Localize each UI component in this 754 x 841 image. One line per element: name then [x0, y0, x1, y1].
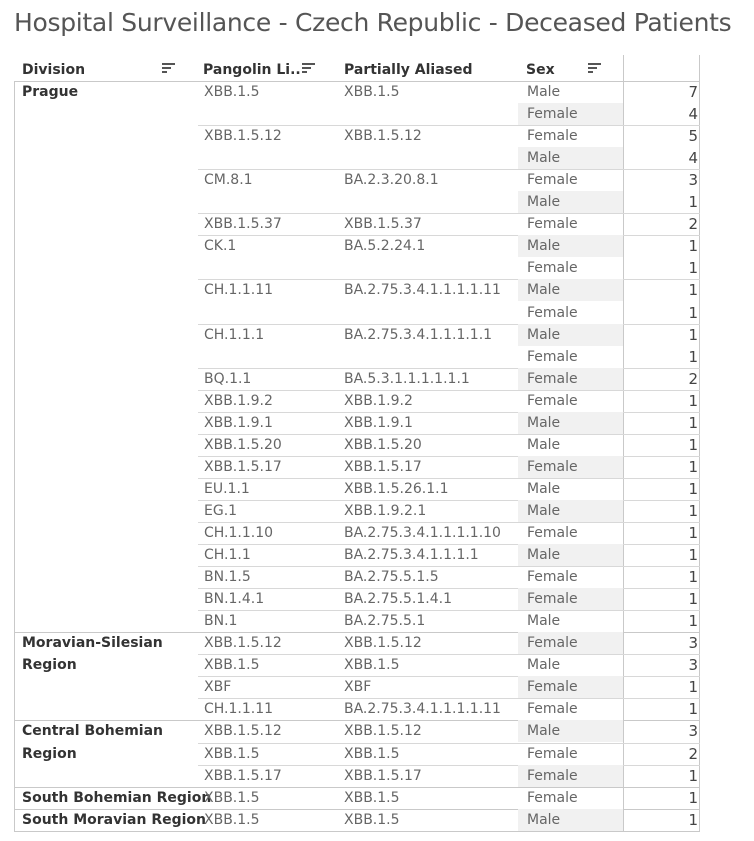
pangolin-lineage-cell: XBB.1.9.2: [204, 392, 273, 409]
partially-aliased-cell: XBB.1.5: [344, 84, 400, 100]
sex-cell: Female: [527, 392, 578, 409]
division-label: Central Bohemian: [22, 723, 164, 740]
sex-cell: Female: [527, 172, 578, 189]
count-value: 1: [688, 435, 698, 454]
table-row: [0, 279, 754, 301]
sex-cell: Female: [527, 745, 578, 762]
table-row: [0, 765, 754, 787]
count-value: 1: [688, 303, 698, 322]
table-row: [0, 632, 754, 654]
column-header-pangolin[interactable]: Pangolin Li..: [203, 62, 301, 78]
partially-aliased-cell: BA.2.75.3.4.1.1.1.1.11: [344, 282, 501, 299]
sex-cell: Female: [527, 635, 578, 652]
division-label: South Bohemian Region: [22, 789, 212, 806]
table-row: [0, 743, 754, 765]
partially-aliased-cell: BA.2.75.5.1.5: [344, 569, 439, 586]
count-value: 1: [688, 413, 698, 432]
sex-cell: Female: [527, 679, 578, 696]
partially-aliased-cell: BA.2.75.3.4.1.1.1.1.1: [344, 326, 493, 343]
table-row: [0, 346, 754, 368]
table-row: [0, 257, 754, 279]
count-value: 1: [688, 457, 698, 476]
table-row: [0, 213, 754, 235]
pangolin-lineage-cell: CM.8.1: [204, 172, 253, 189]
sex-cell: Male: [527, 657, 561, 674]
partially-aliased-cell: XBB.1.5: [344, 811, 400, 828]
count-value: 1: [688, 568, 698, 587]
pangolin-lineage-cell: XBB.1.5.12: [204, 635, 282, 652]
division-divider: [14, 831, 700, 832]
sex-cell: Female: [527, 767, 578, 784]
pangolin-lineage-cell: BN.1: [204, 613, 238, 630]
sex-cell: Male: [527, 613, 561, 630]
division-label: Moravian-Silesian: [22, 635, 163, 652]
partially-aliased-cell: XBB.1.5.12: [344, 635, 422, 652]
sex-cell: Male: [527, 414, 561, 431]
count-value: 1: [688, 810, 698, 829]
partially-aliased-cell: BA.2.75.3.4.1.1.1.1.11: [344, 701, 501, 718]
partially-aliased-cell: XBB.1.5.17: [344, 767, 422, 784]
sex-cell: Female: [527, 525, 578, 541]
table-row: [0, 720, 754, 742]
pangolin-lineage-cell: EG.1: [204, 502, 238, 519]
sex-cell: Female: [527, 569, 578, 586]
sex-cell: Female: [527, 106, 578, 123]
sex-cell: Female: [527, 458, 578, 475]
partially-aliased-cell: XBB.1.5: [344, 745, 400, 762]
partially-aliased-cell: XBB.1.5.12: [344, 723, 422, 740]
table-row: [0, 588, 754, 610]
partially-aliased-cell: XBB.1.9.2.1: [344, 502, 427, 519]
partially-aliased-cell: XBF: [344, 679, 372, 696]
sex-cell: Female: [527, 304, 578, 321]
count-value: 1: [688, 590, 698, 609]
sex-cell: Male: [527, 282, 561, 299]
pangolin-lineage-cell: CH.1.1.1: [204, 326, 265, 343]
table-row: [0, 456, 754, 478]
count-value: 1: [688, 281, 698, 300]
partially-aliased-cell: BA.2.75.3.4.1.1.1.1: [344, 547, 479, 564]
sex-cell: Male: [527, 502, 561, 519]
count-value: 3: [688, 171, 698, 190]
sex-cell: Female: [527, 701, 578, 718]
partially-aliased-cell: BA.5.3.1.1.1.1.1.1: [344, 370, 470, 387]
partially-aliased-cell: BA.2.75.5.1: [344, 613, 426, 630]
count-value: 3: [688, 634, 698, 653]
table-row: [0, 302, 754, 324]
column-header-sex[interactable]: Sex: [526, 62, 555, 78]
partially-aliased-cell: XBB.1.5.20: [344, 436, 422, 453]
partially-aliased-cell: BA.5.2.24.1: [344, 238, 426, 255]
table-row: [0, 522, 754, 544]
pangolin-lineage-cell: XBB.1.5: [204, 789, 260, 806]
column-header-aliased[interactable]: Partially Aliased: [344, 62, 473, 78]
sex-cell: Male: [527, 84, 561, 100]
sex-cell: Female: [527, 216, 578, 233]
count-value: 3: [688, 656, 698, 675]
table-row: [0, 500, 754, 522]
table-row: [0, 235, 754, 257]
table-row: [0, 147, 754, 169]
table-row: [0, 478, 754, 500]
count-value: 1: [688, 766, 698, 785]
sex-cell: Male: [527, 150, 561, 167]
partially-aliased-cell: BA.2.3.20.8.1: [344, 172, 439, 189]
sex-cell: Female: [527, 348, 578, 365]
pangolin-lineage-cell: XBB.1.5.12: [204, 723, 282, 740]
table-row: [0, 125, 754, 147]
pangolin-lineage-cell: XBB.1.9.1: [204, 414, 273, 431]
pangolin-lineage-cell: BN.1.5: [204, 569, 251, 586]
table-row: [0, 809, 754, 831]
table-row: [0, 610, 754, 632]
count-value: 1: [688, 479, 698, 498]
count-value: 1: [688, 612, 698, 631]
pangolin-lineage-cell: XBB.1.5.20: [204, 436, 282, 453]
table-row: [0, 191, 754, 213]
table-row: [0, 566, 754, 588]
partially-aliased-cell: XBB.1.5: [344, 657, 400, 674]
count-value: 1: [688, 546, 698, 565]
count-value: 1: [688, 678, 698, 697]
pangolin-lineage-cell: EU.1.1: [204, 480, 250, 497]
partially-aliased-cell: XBB.1.9.2: [344, 392, 413, 409]
count-value: 1: [688, 325, 698, 344]
count-value: 7: [688, 83, 698, 101]
sex-cell: Male: [527, 723, 561, 740]
count-value: 1: [688, 700, 698, 719]
pangolin-lineage-cell: XBB.1.5: [204, 811, 260, 828]
division-label: Prague: [22, 84, 79, 100]
table-row: [0, 698, 754, 720]
table-row: [0, 544, 754, 566]
pangolin-lineage-cell: XBB.1.5.17: [204, 458, 282, 475]
count-value: 3: [688, 722, 698, 741]
pangolin-lineage-cell: CH.1.1.11: [204, 701, 274, 718]
table-row: [0, 390, 754, 412]
table-row: [0, 169, 754, 191]
division-label: South Moravian Region: [22, 811, 206, 828]
partially-aliased-cell: BA.2.75.5.1.4.1: [344, 591, 452, 608]
count-value: 1: [688, 524, 698, 542]
table-row: [0, 324, 754, 346]
table-row: [0, 676, 754, 698]
count-value: 2: [688, 744, 698, 763]
pangolin-lineage-cell: CH.1.1: [204, 547, 251, 564]
sex-cell: Female: [527, 128, 578, 145]
count-value: 1: [688, 391, 698, 410]
count-value: 1: [688, 347, 698, 366]
count-value: 1: [688, 501, 698, 520]
sex-cell: Male: [527, 547, 561, 564]
partially-aliased-cell: XBB.1.5.17: [344, 458, 422, 475]
table-row: [0, 654, 754, 676]
page-title: Hospital Surveillance - Czech Republic - Deceased Patients: [14, 8, 732, 37]
pangolin-lineage-cell: XBF: [204, 679, 232, 696]
table-row: [0, 103, 754, 125]
pangolin-lineage-cell: XBB.1.5.17: [204, 767, 282, 784]
sex-cell: Female: [527, 591, 578, 608]
partially-aliased-cell: XBB.1.5: [344, 789, 400, 806]
sex-cell: Male: [527, 326, 561, 343]
partially-aliased-cell: XBB.1.5.37: [344, 216, 422, 233]
pangolin-lineage-cell: BN.1.4.1: [204, 591, 265, 608]
pangolin-lineage-cell: BQ.1.1: [204, 370, 252, 387]
count-value: 4: [688, 105, 698, 124]
count-value: 2: [688, 369, 698, 388]
table-row: [0, 412, 754, 434]
table-row: [0, 81, 754, 103]
count-value: 2: [688, 215, 698, 234]
sex-cell: Female: [527, 260, 578, 277]
sex-cell: Female: [527, 789, 578, 806]
sex-cell: Male: [527, 436, 561, 453]
pangolin-lineage-cell: XBB.1.5.12: [204, 128, 282, 145]
partially-aliased-cell: XBB.1.5.26.1.1: [344, 480, 449, 497]
count-value: 4: [688, 149, 698, 168]
pangolin-lineage-cell: CK.1: [204, 238, 237, 255]
sex-cell: Male: [527, 194, 561, 211]
pangolin-lineage-cell: XBB.1.5: [204, 657, 260, 674]
table-row: [0, 787, 754, 809]
partially-aliased-cell: BA.2.75.3.4.1.1.1.1.10: [344, 525, 501, 541]
pangolin-lineage-cell: CH.1.1.11: [204, 282, 274, 299]
division-label: Region: [22, 657, 77, 674]
sex-cell: Male: [527, 480, 561, 497]
pangolin-lineage-cell: XBB.1.5: [204, 745, 260, 762]
count-value: 1: [688, 237, 698, 256]
table-row: [0, 368, 754, 390]
pangolin-lineage-cell: XBB.1.5.37: [204, 216, 282, 233]
sex-cell: Male: [527, 238, 561, 255]
sex-cell: Female: [527, 370, 578, 387]
column-header-division[interactable]: Division: [22, 62, 86, 78]
division-label: Region: [22, 745, 77, 762]
count-value: 1: [688, 788, 698, 807]
count-value: 5: [688, 127, 698, 146]
partially-aliased-cell: XBB.1.5.12: [344, 128, 422, 145]
sex-cell: Male: [527, 811, 561, 828]
pangolin-lineage-cell: CH.1.1.10: [204, 525, 274, 541]
table-row: [0, 434, 754, 456]
pangolin-lineage-cell: XBB.1.5: [204, 84, 260, 100]
partially-aliased-cell: XBB.1.9.1: [344, 414, 413, 431]
count-value: 1: [688, 193, 698, 212]
count-value: 1: [688, 259, 698, 278]
